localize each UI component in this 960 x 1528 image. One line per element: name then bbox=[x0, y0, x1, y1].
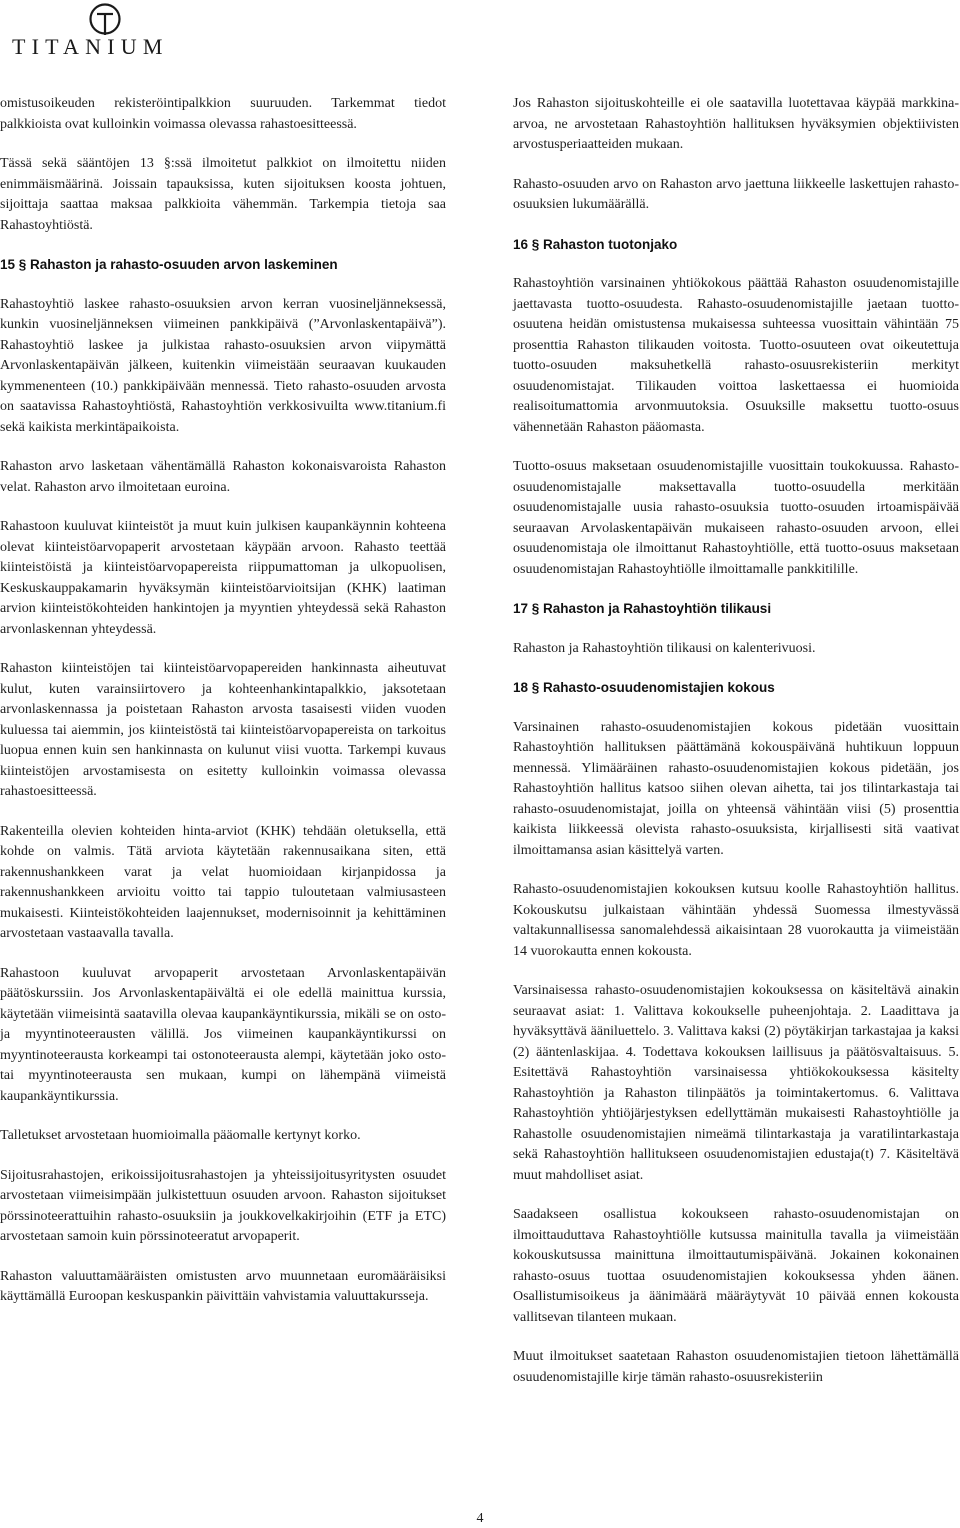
paragraph: Saadakseen osallistua kokoukseen rahasto-osuudenomistajan on ilmoittauduttava Rahastoyhtiölle kutsussa mainitulla tavalla ja viimeistään kokouskutsussa mainittuna ilmoittautumispäivänä. Jokainen kokonainen rahasto-osuus tuottaa osuudenomistajien kokouksessa yhden äänen. Osallistumisoikeus ja äänimäärä määräytyvät 10 päivää ennen kokousta vallitsevan tilanteen mukaan. bbox=[513, 1207, 959, 1325]
section-heading: 17 § Rahaston ja Rahastoyhtiön tilikausi bbox=[513, 601, 772, 616]
paragraph: Rahasto-osuudenomistajien kokouksen kutsuu koolle Rahastoyhtiön hallitus. Kokouskutsu julkaistaan vähintään yhdessä Suomessa ilmestyvässä valtakunnallisessa sanomalehdessä aikaisintaan 28 vuorokautta ja viimeistään 14 vuorokautta ennen kokousta. bbox=[513, 882, 959, 959]
paragraph: Tuotto-osuus maksetaan osuudenomistajille vuosittain toukokuussa. Rahasto-osuudenomistajalle maksettavalla tuotto-osuudella merkitään osuudenomistajalle uusia rahasto-osuuksia tuotto-osuuden irtoamispäivää seuraavan Arvolaskentapäivän mukaiseen rahasto-osuuden arvoon, ellei osuudenomistaja ole ilmoittanut Rahastoyhtiölle, että tuotto-osuus maksetaan osuudenomistajan Rahastoyhtiölle ilmoittamalle pankkitilille. bbox=[513, 459, 959, 577]
paragraph: Rahastoon kuuluvat kiinteistöt ja muut kuin julkisen kaupankäynnin kohteena olevat kiinteistöarvopaperit arvostetaan käypään arvoon. Rahasto teettää kiinteistöistä ja kiinteistöarvopapereista riippumattoman ja ulkopuolisen, Keskuskauppakamarin hyväksymän kiinteistöarvioitsijan (KHK) laatiman arvion kiinteistökohteiden hankintojen ja myyntien yhteydessä sekä Rahaston arvonlaskennan yhteydessä. bbox=[0, 519, 446, 637]
paragraph: Rahaston ja Rahastoyhtiön tilikausi on kalenterivuosi. bbox=[513, 640, 816, 656]
paragraph: Jos Rahaston sijoituskohteille ei ole saatavilla luotettavaa käypää markkina-arvoa, ne arvostetaan Rahastoyhtiön hallituksen hyväksymien objektiivisten arvostusperiaatteiden mukaan. bbox=[513, 96, 959, 152]
paragraph: Rahaston valuuttamääräisten omistusten arvo muunnetaan euromääräisiksi käyttämällä Euroopan keskuspankin päivittäin vahvistamia valuuttakursseja. bbox=[0, 1268, 446, 1304]
paragraph: Talletukset arvostetaan huomioimalla pääomalle kertynyt korko. bbox=[0, 1128, 361, 1143]
section-heading: 16 § Rahaston tuotonjako bbox=[513, 236, 678, 252]
paragraph: Varsinainen rahasto-osuudenomistajien kokous pidetään vuosittain Rahastoyhtiön hallituksen päättämänä kokouspäivänä huhtikuun loppuun mennessä. Ylimääräinen rahasto-osuudenomistajien kokous pidetään, jos Rahastoyhtiön hallitus katsoo siihen olevan aihetta, tai jos tilintarkastaja tai rahasto-osuudenomistajat, joilla on yhteensä vähintään viisi (5) prosenttia kaikista liikkeessä olevista rahasto-osuuksista, kirjallisesti sitä vaativat ilmoittamansa asian käsittelyä varten. bbox=[513, 719, 959, 858]
titanium-logo bbox=[12, 2, 198, 59]
left-column bbox=[0, 94, 446, 1327]
paragraph: Rakenteilla olevien kohteiden hinta-arviot (KHK) tehdään oletuksella, että kohde on valmis. Tätä arviota käytetään rakennusaikana siten, että rakennushankkeen varat ja velat huomioidaan kirjanpidossa ja rakennushankkeen arvioitu voitto tai tappio tuloutetaan valmiusasteen mukaisesti. Kiinteistökohteiden laajennukset, modernisoinnit ja kehittäminen arvostetaan vastaavalla tavalla. bbox=[0, 823, 446, 941]
paragraph: Muut ilmoitukset saatetaan Rahaston osuudenomistajien tietoon lähettämällä osuudenomistajille kirje tämän rahasto-osuusrekisteriin bbox=[513, 1349, 959, 1385]
paragraph: Rahastoyhtiö laskee rahasto-osuuksien arvon kerran vuosineljänneksessä, kunkin vuosineljänneksen viimeinen pankkipäivä (”Arvonlaskentapäivä”). Rahastoyhtiö laskee ja julkistaa rahasto-osuuksien arvon viipymättä Arvonlaskentapäivän jälkeen, kuitenkin viimeistään seuraavan kuukauden kymmenenteen (10.) pankkipäivään mennessä. Tieto rahasto-osuuden arvosta on saatavissa Rahastoyhtiöstä, Rahastoyhtiön verkkosivuilta www.titanium.fi sekä kaikista merkintäpaikoista. bbox=[0, 296, 446, 435]
paragraph: Tässä sekä sääntöjen 13 §:ssä ilmoitetut palkkiot on ilmoitettu niiden enimmäismäärinä. Joissain tapauksissa, kuten sijoituksen koosta johtuen, sijoittaja saattaa maksaa palkkioita vähemmän. Tarkempia tietoja saa Rahastoyhtiöstä. bbox=[0, 156, 446, 233]
paragraph: Rahastoyhtiön varsinainen yhtiökokous päättää Rahaston osuudenomistajille jaettavasta tuotto-osuudesta. Rahasto-osuudenomistajille jaetaan tuotto-osuutena heidän omistustensa mukaisessa suhteessa vuosittain vähintään 75 prosenttia Rahaston tilikauden voitosta. Tuotto-osuuteen ovat oikeutettuja tuotto-osuuden maksuhetkellä rahasto-osuusrekisteriin merkityt osuudenomistajat. Tilikauden voittoa laskettaessa ei huomioida realisoitumattomia arvonmuutoksia. Osuuksille maksettu tuotto-osuus vähennetään Rahaston pääomasta. bbox=[513, 276, 959, 435]
page-number: 4 bbox=[476, 1511, 484, 1526]
paragraph: Sijoitusrahastojen, erikoissijoitusrahastojen ja yhteissijoitusyritysten osuudet arvostetaan viimeisimpään julkistettuun osuuden arvoon. Rahaston sijoitukset pörssinoteerattuihin rahasto-osuuksiin ja joukkovelkakirjoihin (ETF ja ETC) arvostetaan samoin kuin pörssinoteeratut arvopaperit. bbox=[0, 1167, 446, 1244]
paragraph: Rahastoon kuuluvat arvopaperit arvostetaan Arvonlaskentapäivän päätöskurssiin. Jos Arvonlaskentapäivältä ei ole edellä mainittua kurssia, käytetään viimeisintä saatavilla olevaa kaupankäyntikurssia, mikäli se on osto- ja myyntinoteerausten välillä. Jos viimeinen kaupankäyntikurssi on myyntinoteerausta korkeampi tai ostonoteerausta alempi, käytetään joko osto- tai myyntinoteerausta sen mukaan, kumpi on lähempänä viimeistä kaupankäyntikurssia. bbox=[0, 965, 446, 1104]
logo-wordmark: TITANIUM bbox=[12, 34, 169, 59]
right-column bbox=[513, 94, 959, 1407]
paragraph: Rahaston arvo lasketaan vähentämällä Rahaston kokonaisvaroista Rahaston velat. Rahaston arvo ilmoitetaan euroina. bbox=[0, 459, 446, 495]
paragraph: Rahaston kiinteistöjen tai kiinteistöarvopapereiden hankinnasta aiheutuvat kulut, kuten varainsiirtovero ja kohteenhankintapalkkio, jaksotetaan arvonlaskennassa ja poistetaan Rahaston arvosta tasaisesti viiden vuoden kuluessa tai aiemmin, jos kiinteistöstä tai kiinteistöarvopapereista on tarkoitus luopua ennen kuin sen hankinnasta on kulunut viisi vuotta. Tarkempi kuvaus kiinteistöjen arvostamisesta on esitetty kulloinkin voimassa olevassa rahastoesitteessä. bbox=[0, 661, 446, 799]
paragraph: Varsinaisessa rahasto-osuudenomistajien kokouksessa on käsiteltävä ainakin seuraavat asiat: 1. Valittava kokoukselle puheenjohtaja. 2. Laadittava ja hyväksyttävä ääniluettelo. 3. Valittava kaksi (2) pöytäkirjan tarkastajaa ja kaksi (2) ääntenlaskijaa. 4. Todettava kokouksen laillisuus ja päätösvaltaisuus. 5. Esitettävä Rahastoyhtiön varsinaisessa yhtiökokouksessa käsitelty Rahastoyhtiön ja Rahaston tilinpäätös ja toimintakertomus. 6. Valittava Rahastoyhtiön yhtiöjärjestyksen edellyttämän mukaisesti Rahastoyhtiölle ja Rahastolle osuudenomistajien nimeämä tilintarkastaja ja varatilintarkastaja sekä Rahastoyhtiön hallitukseen osuudenomistajien edustaja(t) 7. Käsiteltävä muut mahdolliset asiat. bbox=[513, 983, 959, 1183]
section-heading: 15 § Rahaston ja rahasto-osuuden arvon laskeminen bbox=[0, 257, 338, 272]
section-heading: 18 § Rahasto-osuudenomistajien kokous bbox=[513, 680, 775, 695]
logo-emblem-icon bbox=[88, 2, 122, 36]
paragraph: Rahasto-osuuden arvo on Rahaston arvo jaettuna liikkeelle laskettujen rahasto-osuuksien lukumäärällä. bbox=[513, 176, 959, 212]
paragraph: omistusoikeuden rekisteröintipalkkion suuruuden. Tarkemmat tiedot palkkioista ovat kulloinkin voimassa olevassa rahastoesitteessä. bbox=[0, 96, 446, 132]
